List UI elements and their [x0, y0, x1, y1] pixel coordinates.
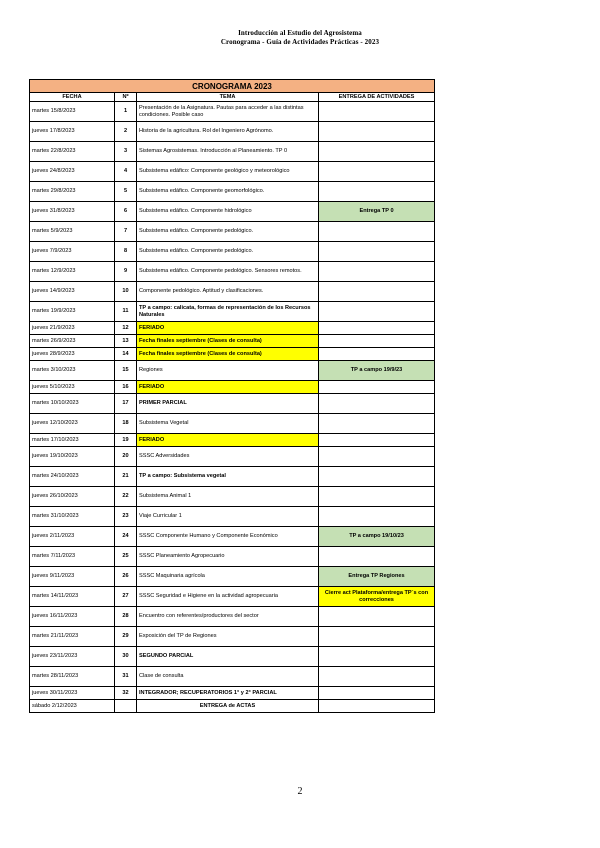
cell-numero: 10	[115, 282, 137, 302]
cell-entrega	[319, 414, 435, 434]
cell-numero: 13	[115, 335, 137, 348]
cell-tema: Subsistema edáfico. Componente pedológico.	[137, 222, 319, 242]
cell-tema: Encuentro con referentes/productores del sector	[137, 607, 319, 627]
cell-numero: 30	[115, 647, 137, 667]
cell-fecha: martes 19/9/2023	[30, 302, 115, 322]
cell-numero: 14	[115, 348, 137, 361]
cell-tema: TP a campo: Subsistema vegetal	[137, 467, 319, 487]
cell-entrega	[319, 607, 435, 627]
cell-fecha: martes 7/11/2023	[30, 547, 115, 567]
cell-numero: 27	[115, 587, 137, 607]
cell-tema: FERIADO	[137, 381, 319, 394]
cell-numero: 28	[115, 607, 137, 627]
cell-tema: ENTREGA de ACTAS	[137, 700, 319, 713]
cell-fecha: martes 15/8/2023	[30, 102, 115, 122]
cell-numero: 31	[115, 667, 137, 687]
table-row	[30, 361, 435, 381]
cell-entrega	[319, 547, 435, 567]
cell-tema: Presentación de la Asignatura. Pautas para acceder a las distintas condiciones. Posible caso	[137, 102, 319, 122]
table-row	[30, 447, 435, 467]
cell-entrega	[319, 242, 435, 262]
table-row	[30, 607, 435, 627]
cell-numero: 26	[115, 567, 137, 587]
cell-numero: 21	[115, 467, 137, 487]
table-row	[30, 467, 435, 487]
cell-tema: Exposición del TP de Regiones	[137, 627, 319, 647]
table-row	[30, 322, 435, 335]
cell-fecha: jueves 5/10/2023	[30, 381, 115, 394]
table-row	[30, 487, 435, 507]
cell-fecha: jueves 26/10/2023	[30, 487, 115, 507]
cell-tema: Regiones	[137, 361, 319, 381]
cell-entrega: TP a campo 19/9/23	[319, 361, 435, 381]
cell-entrega	[319, 467, 435, 487]
cell-tema: SSSC Adversidades	[137, 447, 319, 467]
cell-numero	[115, 700, 137, 713]
cell-fecha: jueves 9/11/2023	[30, 567, 115, 587]
cell-fecha: jueves 23/11/2023	[30, 647, 115, 667]
cell-fecha: martes 21/11/2023	[30, 627, 115, 647]
cell-fecha: jueves 16/11/2023	[30, 607, 115, 627]
column-header-entrega: ENTREGA DE ACTIVIDADES	[319, 93, 435, 102]
cell-entrega	[319, 142, 435, 162]
cell-entrega	[319, 447, 435, 467]
cell-fecha: jueves 21/9/2023	[30, 322, 115, 335]
table-row	[30, 142, 435, 162]
cell-tema: INTEGRADOR; RECUPERATORIOS 1° y 2° PARCIAL	[137, 687, 319, 700]
cell-entrega	[319, 182, 435, 202]
cell-entrega	[319, 302, 435, 322]
cell-fecha: martes 22/8/2023	[30, 142, 115, 162]
cell-fecha: jueves 24/8/2023	[30, 162, 115, 182]
table-row	[30, 102, 435, 122]
cell-fecha: martes 10/10/2023	[30, 394, 115, 414]
cell-tema: Subsistema edáfico. Componente pedológico. Sensores remotos.	[137, 262, 319, 282]
cell-numero: 23	[115, 507, 137, 527]
cell-numero: 11	[115, 302, 137, 322]
cell-entrega	[319, 262, 435, 282]
cell-tema: Subsistema edáfico. Componente geomorfológico.	[137, 182, 319, 202]
cell-entrega	[319, 434, 435, 447]
cell-tema: FERIADO	[137, 434, 319, 447]
cell-numero: 5	[115, 182, 137, 202]
cell-entrega	[319, 687, 435, 700]
cell-entrega	[319, 282, 435, 302]
cell-fecha: martes 24/10/2023	[30, 467, 115, 487]
document-header-line1: Introducción al Estudio del Agrosistema	[238, 29, 362, 37]
table-row	[30, 434, 435, 447]
cell-fecha: martes 14/11/2023	[30, 587, 115, 607]
cell-entrega: Cierre act Plataforma/entrega TP´s con correcciones	[319, 587, 435, 607]
cell-entrega	[319, 487, 435, 507]
cell-numero: 6	[115, 202, 137, 222]
cell-fecha: jueves 14/9/2023	[30, 282, 115, 302]
cell-entrega	[319, 122, 435, 142]
table-row	[30, 414, 435, 434]
cell-entrega	[319, 381, 435, 394]
cell-numero: 15	[115, 361, 137, 381]
cell-fecha: martes 28/11/2023	[30, 667, 115, 687]
cell-fecha: martes 3/10/2023	[30, 361, 115, 381]
cell-entrega	[319, 647, 435, 667]
cell-entrega	[319, 322, 435, 335]
cell-entrega	[319, 627, 435, 647]
column-header-numero: Nº	[115, 93, 137, 102]
document-header-line2: Cronograma - Guía de Actividades Prácticas - 2023	[220, 38, 380, 46]
cell-numero: 12	[115, 322, 137, 335]
cell-numero: 7	[115, 222, 137, 242]
table-row	[30, 122, 435, 142]
table-row	[30, 687, 435, 700]
column-header-tema: TEMA	[137, 93, 319, 102]
cell-numero: 1	[115, 102, 137, 122]
table-row	[30, 335, 435, 348]
cell-numero: 32	[115, 687, 137, 700]
cell-fecha: jueves 12/10/2023	[30, 414, 115, 434]
cell-tema: Historia de la agricultura. Rol del Ingeniero Agrónomo.	[137, 122, 319, 142]
cell-tema: Fecha finales septiembre (Clases de consulta)	[137, 335, 319, 348]
table-row	[30, 394, 435, 414]
table-row	[30, 302, 435, 322]
table-row	[30, 202, 435, 222]
cell-tema: SSSC Componente Humano y Componente Económico	[137, 527, 319, 547]
cell-numero: 22	[115, 487, 137, 507]
cell-entrega	[319, 335, 435, 348]
cell-fecha: sábado 2/12/2023	[30, 700, 115, 713]
cell-fecha: martes 26/9/2023	[30, 335, 115, 348]
cell-entrega: Entrega TP 0	[319, 202, 435, 222]
cell-fecha: jueves 17/8/2023	[30, 122, 115, 142]
table-row	[30, 242, 435, 262]
cell-tema: SSSC Planeamiento Agropecuario	[137, 547, 319, 567]
cell-tema: Viaje Curricular 1	[137, 507, 319, 527]
cell-numero: 4	[115, 162, 137, 182]
cell-tema: Clase de consulta	[137, 667, 319, 687]
cell-fecha: martes 17/10/2023	[30, 434, 115, 447]
table-row	[30, 162, 435, 182]
table-row	[30, 507, 435, 527]
cell-entrega	[319, 700, 435, 713]
cell-numero: 9	[115, 262, 137, 282]
cell-numero: 16	[115, 381, 137, 394]
cell-entrega	[319, 162, 435, 182]
cell-fecha: jueves 31/8/2023	[30, 202, 115, 222]
table-row	[30, 647, 435, 667]
cell-fecha: jueves 19/10/2023	[30, 447, 115, 467]
cell-tema: FERIADO	[137, 322, 319, 335]
cell-tema: Sistemas Agrosistemas. Introducción al Planeamiento. TP 0	[137, 142, 319, 162]
cell-fecha: martes 12/9/2023	[30, 262, 115, 282]
table-row	[30, 222, 435, 242]
table-row	[30, 282, 435, 302]
cell-numero: 20	[115, 447, 137, 467]
table-row	[30, 262, 435, 282]
cell-tema: Subsistema edáfico: Componente geológico y meteorológico	[137, 162, 319, 182]
table-row	[30, 567, 435, 587]
table-row	[30, 348, 435, 361]
cell-fecha: martes 5/9/2023	[30, 222, 115, 242]
cell-entrega	[319, 667, 435, 687]
cell-entrega	[319, 102, 435, 122]
cell-numero: 3	[115, 142, 137, 162]
cell-numero: 2	[115, 122, 137, 142]
cell-tema: Subsistema Vegetal	[137, 414, 319, 434]
cell-numero: 19	[115, 434, 137, 447]
cell-tema: SEGUNDO PARCIAL	[137, 647, 319, 667]
cell-tema: Fecha finales septiembre (Clases de consulta)	[137, 348, 319, 361]
cell-fecha: jueves 7/9/2023	[30, 242, 115, 262]
cell-fecha: martes 31/10/2023	[30, 507, 115, 527]
schedule-body	[30, 102, 435, 713]
cell-numero: 24	[115, 527, 137, 547]
table-title: CRONOGRAMA 2023	[30, 80, 435, 93]
cell-numero: 17	[115, 394, 137, 414]
cell-entrega	[319, 394, 435, 414]
table-row	[30, 182, 435, 202]
table-row	[30, 627, 435, 647]
column-header-fecha: FECHA	[30, 93, 115, 102]
table-row	[30, 667, 435, 687]
cell-fecha: jueves 2/11/2023	[30, 527, 115, 547]
page-number: 2	[297, 786, 303, 797]
cell-fecha: jueves 30/11/2023	[30, 687, 115, 700]
schedule-table	[29, 79, 435, 713]
cell-tema: SSSC Maquinaria agrícola	[137, 567, 319, 587]
cell-entrega	[319, 222, 435, 242]
table-row	[30, 547, 435, 567]
cell-numero: 25	[115, 547, 137, 567]
cell-entrega: TP a campo 19/10/23	[319, 527, 435, 547]
cell-tema: TP a campo: calicata, formas de representación de los Recursos Naturales	[137, 302, 319, 322]
cell-fecha: martes 29/8/2023	[30, 182, 115, 202]
cell-tema: Subsistema edáfico. Componente hidrológico	[137, 202, 319, 222]
cell-entrega	[319, 507, 435, 527]
cell-tema: PRIMER PARCIAL	[137, 394, 319, 414]
cell-fecha: jueves 28/9/2023	[30, 348, 115, 361]
cell-entrega: Entrega TP Regiones	[319, 567, 435, 587]
table-row	[30, 700, 435, 713]
cell-tema: Subsistema Animal 1	[137, 487, 319, 507]
cell-tema: Subsistema edáfico. Componente pedológico.	[137, 242, 319, 262]
table-row	[30, 381, 435, 394]
cell-numero: 29	[115, 627, 137, 647]
cell-entrega	[319, 348, 435, 361]
cell-tema: Componente pedológico. Aptitud y clasificaciones.	[137, 282, 319, 302]
table-row	[30, 527, 435, 547]
cell-numero: 18	[115, 414, 137, 434]
table-row	[30, 587, 435, 607]
cell-numero: 8	[115, 242, 137, 262]
cell-tema: SSSC Seguridad e Higiene en la actividad agropecuaria	[137, 587, 319, 607]
